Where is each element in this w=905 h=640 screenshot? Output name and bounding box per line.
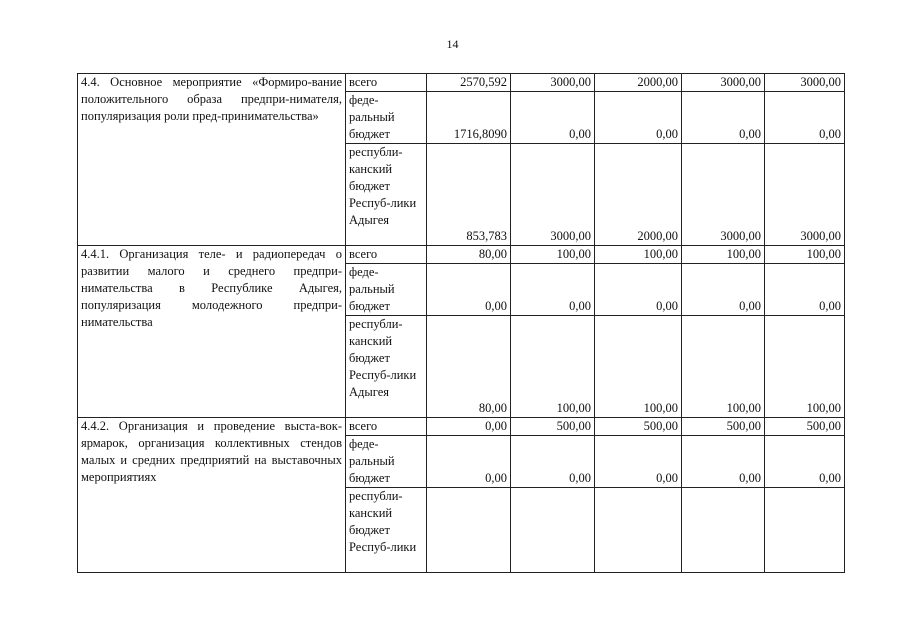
value-cell: 2000,00 bbox=[595, 144, 682, 246]
value-cell: 0,00 bbox=[682, 264, 765, 316]
value-cell: 0,00 bbox=[595, 436, 682, 488]
value-cell bbox=[682, 488, 765, 573]
value-cell: 0,00 bbox=[427, 418, 511, 436]
value-cell: 0,00 bbox=[765, 92, 845, 144]
table-row bbox=[78, 246, 845, 264]
budget-table bbox=[77, 73, 845, 573]
value-cell: 0,00 bbox=[511, 436, 595, 488]
funding-source: всего bbox=[346, 246, 427, 264]
value-cell: 3000,00 bbox=[682, 74, 765, 92]
value-cell bbox=[427, 488, 511, 573]
value-cell: 0,00 bbox=[682, 436, 765, 488]
value-cell: 2570,592 bbox=[427, 74, 511, 92]
value-cell: 100,00 bbox=[511, 316, 595, 418]
value-cell: 100,00 bbox=[765, 316, 845, 418]
funding-source: феде-ральный бюджет bbox=[346, 92, 427, 144]
value-cell: 853,783 bbox=[427, 144, 511, 246]
measure-title: 4.4.2. Организация и проведение выстa-вок-ярмарок, организация коллективных стендов малых и средних предприятий на выставочных мероприятиях bbox=[78, 418, 346, 573]
value-cell: 3000,00 bbox=[511, 144, 595, 246]
value-cell: 500,00 bbox=[765, 418, 845, 436]
value-cell: 80,00 bbox=[427, 316, 511, 418]
value-cell: 100,00 bbox=[682, 316, 765, 418]
value-cell bbox=[765, 488, 845, 573]
funding-source: республи-канский бюджет Респуб-лики bbox=[346, 488, 427, 573]
value-cell: 500,00 bbox=[682, 418, 765, 436]
funding-source: республи-канский бюджет Респуб-лики Адыгея bbox=[346, 316, 427, 418]
funding-source: феде-ральный бюджет bbox=[346, 436, 427, 488]
value-cell: 100,00 bbox=[595, 316, 682, 418]
measure-title: 4.4. Основное мероприятие «Формиро-вание положительного образа предпри-нимателя, популяризация роли пред-принимательства» bbox=[78, 74, 346, 246]
value-cell: 3000,00 bbox=[765, 74, 845, 92]
value-cell: 0,00 bbox=[765, 264, 845, 316]
value-cell: 1716,8090 bbox=[427, 92, 511, 144]
table-row bbox=[78, 74, 845, 92]
value-cell: 0,00 bbox=[595, 92, 682, 144]
value-cell: 2000,00 bbox=[595, 74, 682, 92]
value-cell: 100,00 bbox=[682, 246, 765, 264]
value-cell: 0,00 bbox=[595, 264, 682, 316]
funding-source: республи-канский бюджет Респуб-лики Адыгея bbox=[346, 144, 427, 246]
value-cell: 0,00 bbox=[511, 92, 595, 144]
value-cell: 0,00 bbox=[765, 436, 845, 488]
measure-title: 4.4.1. Организация теле- и радиопередач о развитии малого и среднего предпри-нимательства в Республике Адыгея, популяризация молодежного предпри-нимательства bbox=[78, 246, 346, 418]
funding-source: всего bbox=[346, 74, 427, 92]
value-cell bbox=[595, 488, 682, 573]
funding-source: всего bbox=[346, 418, 427, 436]
value-cell: 80,00 bbox=[427, 246, 511, 264]
page-number: 14 bbox=[446, 37, 459, 51]
table-row bbox=[78, 418, 845, 436]
value-cell: 3000,00 bbox=[511, 74, 595, 92]
value-cell bbox=[511, 488, 595, 573]
value-cell: 0,00 bbox=[427, 264, 511, 316]
value-cell: 3000,00 bbox=[682, 144, 765, 246]
value-cell: 0,00 bbox=[511, 264, 595, 316]
value-cell: 100,00 bbox=[511, 246, 595, 264]
value-cell: 0,00 bbox=[682, 92, 765, 144]
funding-source: феде-ральный бюджет bbox=[346, 264, 427, 316]
value-cell: 100,00 bbox=[765, 246, 845, 264]
value-cell: 3000,00 bbox=[765, 144, 845, 246]
value-cell: 100,00 bbox=[595, 246, 682, 264]
value-cell: 500,00 bbox=[511, 418, 595, 436]
value-cell: 0,00 bbox=[427, 436, 511, 488]
value-cell: 500,00 bbox=[595, 418, 682, 436]
